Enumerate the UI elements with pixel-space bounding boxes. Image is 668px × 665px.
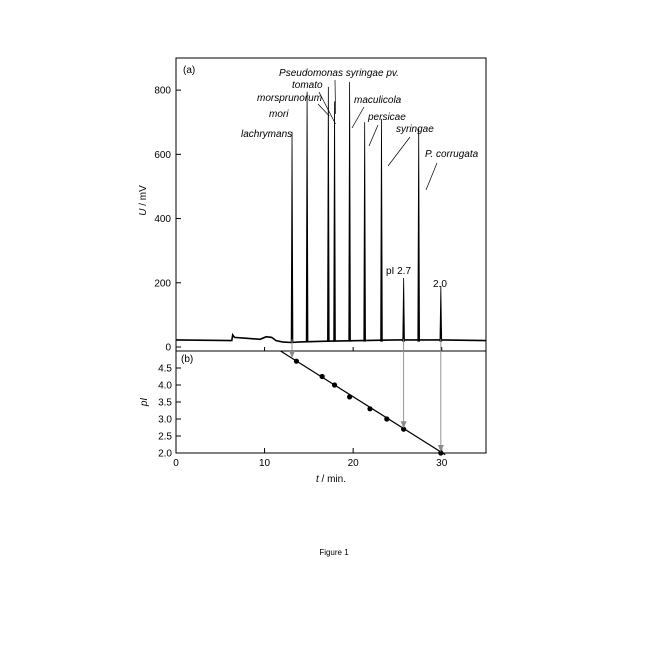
panel-b-y-tick-label: 3.0 [158,414,172,426]
y-axis-symbol: U [138,208,149,216]
panel-a-y-tick-label: 200 [154,278,171,290]
peak-label-6: persicae [368,112,406,123]
pI-data-point-3 [332,382,337,387]
leader-line-3 [318,104,329,116]
y-axis-unit: / mV [138,185,149,209]
peak-label-1: lachrymans [241,129,293,140]
pI-data-point-6 [384,416,389,421]
peak-10 [440,286,442,341]
panel-b-x-tick-label: 20 [347,458,359,469]
pI-regression-line [281,351,446,455]
x-axis-label [316,474,346,485]
x-axis-unit: / min. [318,474,347,485]
panel-a-y-tick-label: 600 [154,149,171,161]
leader-line-9 [426,163,437,190]
peak-label-2: mori [269,109,289,120]
figure-caption: Figure 1 [319,548,349,557]
panel-a-chromatogram [138,58,486,354]
peak-9 [418,129,420,342]
peak-label-4: tomato [292,80,323,91]
panel-a-y-axis-label [138,185,149,216]
panel-b-y-axis-label: pI [139,397,150,407]
panel-b-pI-calibration [139,351,486,485]
panel-a-label: (a) [183,65,196,76]
panel-b-x-tick-label: 0 [173,458,179,469]
peak-3 [327,87,329,341]
panel-a-y-tick-label: 800 [154,85,171,97]
leader-line-5 [352,107,364,128]
peak-1 [291,132,293,341]
panel-b-y-tick-label: 2.0 [158,448,172,460]
pI-2.7-marker-label: pI 2.7 [386,266,412,277]
species-header-label: Pseudomonas syringae pv. [279,68,399,79]
x-axis-symbol: t [315,474,319,485]
peak-4 [334,101,336,341]
panel-b-x-tick-label: 10 [259,458,271,469]
peak-label-10: 2.0 [433,279,447,290]
peak-2 [306,92,308,342]
panel-b-y-tick-label: 4.5 [158,363,172,375]
panel-b-y-tick-label: 2.5 [158,431,172,443]
panel-a-y-tick-label: 400 [154,214,171,226]
peak-6 [364,122,366,341]
species-header-leader-line [335,80,336,114]
pI-data-point-5 [367,406,372,411]
panel-b-label: (b) [181,354,194,365]
pI-data-point-2 [320,374,325,379]
panel-a-y-tick-label: 0 [165,342,171,354]
peak-label-3: morsprunorum [257,93,323,104]
pI-data-point-4 [347,394,352,399]
peak-label-9: P. corrugata [425,149,479,160]
peak-label-7: syringae [396,124,434,135]
pI-data-point-1 [294,359,299,364]
electropherogram-baseline [176,335,486,343]
leader-line-6 [369,125,378,146]
peak-7 [381,119,383,341]
peak-label-5: maculicola [354,95,402,106]
panel-b-plot-frame [176,351,486,453]
panel-a-plot-frame [176,58,486,351]
panel-b-x-tick-label: 30 [436,458,448,469]
panel-b-y-tick-label: 3.5 [158,397,172,409]
peak-5 [349,82,351,341]
panel-b-y-tick-label: 4.0 [158,380,172,392]
leader-line-7 [388,137,410,166]
peak-8 [403,278,405,341]
